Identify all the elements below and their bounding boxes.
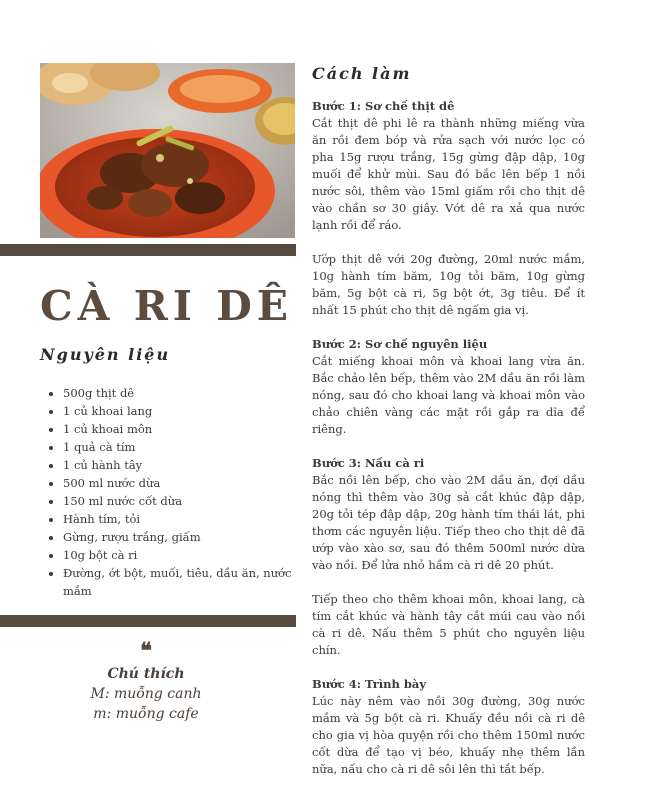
- step-2-paragraph-1: Cắt miếng khoai môn và khoai lang vừa ăn. Bắc chảo lên bếp, thêm vào 2M dầu ăn rồi làm nóng, sau đó cho khoai lang và khoai môn vào chảo chiên vàng các mặt rồi gắp ra dĩa để riêng.: [312, 354, 585, 436]
- step-3-title: Bước 3: Nấu cà ri: [312, 456, 425, 470]
- step-3-paragraph-1: Bắc nồi lên bếp, cho vào 2M dầu ăn, đợi dầu nóng thì thêm vào 30g sả cắt khúc đập dập, 20g tỏi tép đập dập, 20g hành tím thái lát, phi thơm các nguyên liệu. Tiếp theo cho thịt dê đã ướp vào xào sơ, sau đó thêm 500ml nước dừa vào nồi. Để lửa nhỏ hầm cà ri dê 20 phút.: [312, 473, 585, 572]
- list-item: • 1 quả cà tím: [63, 438, 313, 456]
- note-box: [40, 640, 252, 722]
- list-item: • 500g thịt dê: [63, 384, 313, 402]
- step-2-title: Bước 2: Sơ chế nguyên liệu: [312, 337, 488, 351]
- list-item: • 1 củ khoai môn: [63, 420, 313, 438]
- step-1-title: Bước 1: Sơ chế thịt dê: [312, 99, 455, 113]
- list-item: • Gừng, rượu trắng, giấm: [63, 528, 313, 546]
- step-3: [312, 455, 585, 659]
- divider-bar-bottom: [0, 615, 296, 627]
- list-item: • Hành tím, tỏi: [63, 510, 313, 528]
- step-4-title: Bước 4: Trình bày: [312, 677, 427, 691]
- step-4: [312, 676, 585, 778]
- list-item: • 1 củ khoai lang: [63, 402, 313, 420]
- step-1: [312, 98, 585, 319]
- list-item: • 1 củ hành tây: [63, 456, 313, 474]
- note-heading: Chú thích: [107, 666, 185, 682]
- list-item: • 10g bột cà ri: [63, 546, 313, 564]
- step-1-paragraph-2: Ướp thịt dê với 20g đường, 20ml nước mắm, 10g hành tím băm, 10g tỏi băm, 10g gừng băm, 5g bột cà ri, 5g bột ớt, 3g tiêu. Để ít nhất 15 phút cho thịt dê ngấm gia vị.: [312, 252, 585, 317]
- dish-photo: [40, 63, 295, 238]
- curry-dish-image: [40, 63, 295, 238]
- method-steps: [312, 98, 585, 778]
- method-heading: Cách làm: [312, 64, 412, 83]
- step-2: [312, 336, 585, 438]
- note-line-teaspoon: m: muỗng cafe: [93, 706, 199, 722]
- quote-icon: ❝: [140, 638, 152, 664]
- list-item: • 150 ml nước cốt dừa: [63, 492, 313, 510]
- list-item: • Đường, ớt bột, muối, tiêu, dầu ăn, nước mắm: [63, 564, 313, 600]
- ingredients-heading: Nguyên liệu: [40, 345, 171, 364]
- list-item: • 500 ml nước dừa: [63, 474, 313, 492]
- step-1-paragraph-1: Cắt thịt dê phi lê ra thành những miếng vừa ăn rồi đem bóp và rửa sạch với nước lọc có pha 15g rượu trắng, 15g gừng đập dập, 10g muối để khử mùi. Sau đó bắc lên bếp 1 nồi nước sôi, thêm vào 15ml giấm rồi cho thịt dê vào chần sơ 30 giây. Vớt dê ra xả qua nước lạnh rồi để ráo.: [312, 116, 585, 232]
- ingredients-list: [45, 384, 313, 600]
- step-3-paragraph-2: Tiếp theo cho thêm khoai môn, khoai lang, cà tím cắt khúc và hành tây cắt múi cau vào nồi cà ri dê. Nấu thêm 5 phút cho nguyên liệu chín.: [312, 592, 585, 657]
- note-line-tablespoon: M: muỗng canh: [90, 686, 202, 702]
- divider-bar-top: [0, 244, 296, 256]
- step-4-paragraph-1: Lúc này nêm vào nồi 30g đường, 30g nước mắm và 5g bột cà ri. Khuấy đều nồi cà ri dê cho gia vị hòa quyện rồi cho thêm 150ml nước cốt dừa để tạo vị béo, khuấy nhẹ thêm lần nữa, nấu cho cà ri dê sôi lên thì tắt bếp.: [312, 694, 585, 776]
- recipe-title: CÀ RI DÊ: [40, 282, 294, 330]
